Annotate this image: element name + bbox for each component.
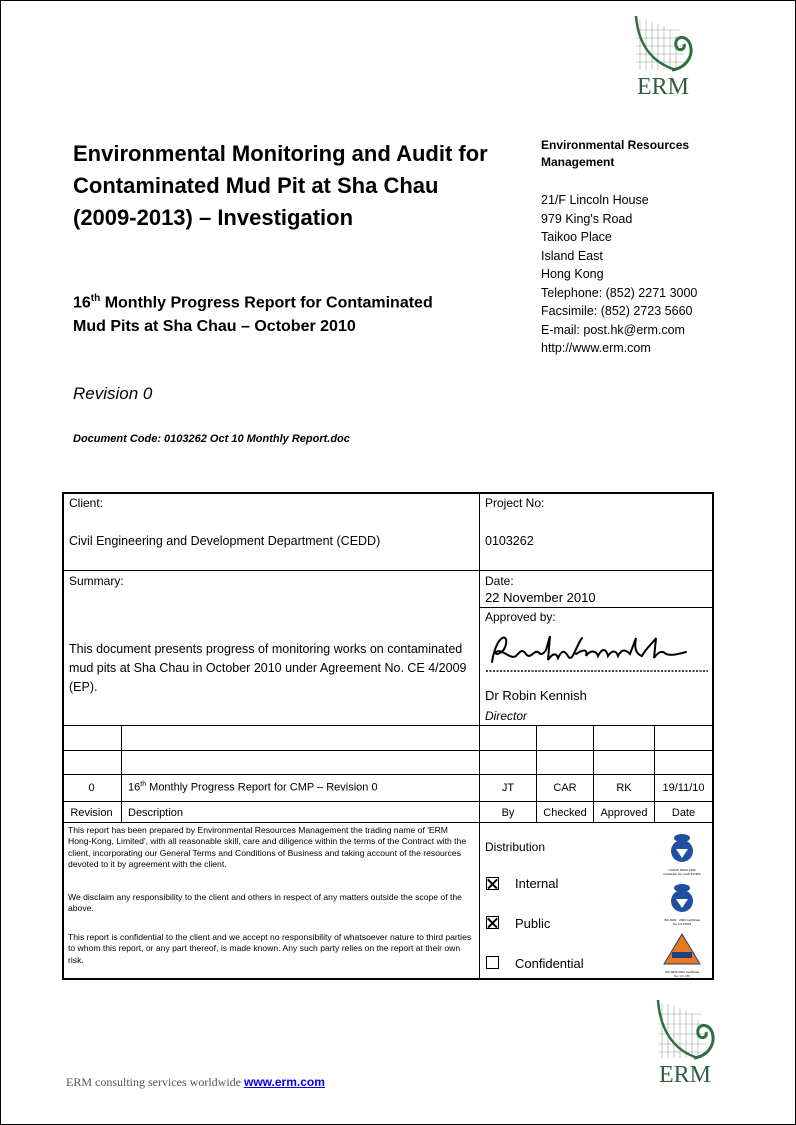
public-checkbox[interactable]	[486, 916, 499, 929]
telephone: Telephone: (852) 2271 3000	[541, 285, 698, 300]
approver-title: Director	[485, 709, 528, 723]
disclaimer-paragraph: This report has been prepared by Environmental Resources Management the trading name of 'ERM Hong-Kong, Limited', with all reasonable skill, care and diligence within the terms of the Contract with the client, incorporating our General Terms and Conditions of Business and taking account of the resources devoted to it by agreement with the client.	[68, 825, 467, 869]
rev-description: 16th Monthly Progress Report for CMP – Revision 0	[128, 781, 378, 794]
report-subtitle: 16th Monthly Progress Report for Contaminated Mud Pits at Sha Chau – October 2010	[73, 293, 433, 336]
bsi-icon	[662, 882, 702, 914]
client-label: Client:	[69, 496, 104, 510]
distribution-label: Distribution	[485, 840, 546, 854]
table-border	[62, 492, 64, 980]
internal-label: Internal	[515, 876, 559, 891]
client-value: Civil Engineering and Development Department (CEDD)	[69, 534, 381, 548]
organisation-address	[541, 191, 721, 358]
bsi-icon	[662, 832, 702, 864]
approved-by-label: Approved by:	[485, 610, 556, 624]
rev-approved: RK	[616, 782, 632, 794]
signature-image	[486, 626, 708, 674]
confidential-label: Confidential	[515, 956, 584, 971]
col-header-date: Date	[671, 807, 696, 819]
logo-wordmark: ERM	[658, 1062, 711, 1088]
website-link[interactable]: http://www.erm.com	[541, 341, 651, 355]
confidential-checkbox[interactable]	[486, 956, 499, 969]
summary-text: This document presents progress of monitoring works on contaminated mud pits at Sha Chau in October 2010 under Agreement No. CE 4/2009 (EP).	[69, 642, 467, 694]
table-divider	[62, 570, 714, 571]
erm-fern-icon	[650, 996, 720, 1062]
approver-name: Dr Robin Kennish	[485, 688, 587, 703]
rev-date: 19/11/10	[662, 782, 705, 794]
cert-caption: ISO 9001:2000 Certificate No: CC 479	[664, 970, 700, 978]
col-header-revision: Revision	[70, 807, 113, 819]
table-divider	[62, 725, 714, 726]
hkqaa-badge	[662, 932, 702, 978]
public-label: Public	[515, 916, 551, 931]
rev-checked: CAR	[553, 782, 577, 794]
col-header-checked: Checked	[543, 807, 587, 819]
table-divider	[62, 801, 714, 802]
disclaimer-paragraph: This report is confidential to the client and we accept no responsibility of whatsoever nature to third parties to whom this report, or any part thereof, is made known. Any such party relies on the report at their own risk.	[68, 932, 472, 965]
table-divider	[121, 725, 122, 822]
document-code: Document Code: 0103262 Oct 10 Monthly Report.doc	[73, 433, 350, 445]
address-line: Island East	[541, 248, 603, 263]
col-header-description: Description	[128, 807, 184, 819]
project-label: Project No:	[485, 496, 545, 510]
col-header-approved: Approved	[600, 807, 648, 819]
date-label: Date:	[485, 574, 514, 588]
cert-caption: ISO 9001 : 2000 Certificate No: FS 32515	[663, 918, 701, 926]
rev-by: JT	[501, 782, 515, 794]
table-border	[62, 492, 714, 494]
hkqaa-icon	[662, 932, 702, 966]
facsimile: Facsimile: (852) 2723 5660	[541, 304, 693, 318]
footer	[66, 1075, 325, 1090]
bsi-iso-badge	[662, 882, 702, 926]
table-divider	[62, 750, 714, 751]
table-border	[712, 492, 714, 980]
logo-wordmark: ERM	[636, 74, 689, 100]
disclaimer-paragraph: We disclaim any responsibility to the client and others in respect of any matters outside the scope of the above.	[68, 892, 462, 914]
table-divider	[62, 774, 714, 775]
project-value: 0103262	[485, 534, 534, 548]
rev-number: 0	[88, 782, 95, 794]
organisation-name: Environmental Resources Management	[541, 138, 690, 169]
erm-fern-icon	[628, 12, 698, 74]
address-line: 21/F Lincoln House	[541, 193, 649, 207]
bsi-ohsas-badge	[662, 832, 702, 876]
report-title: Environmental Monitoring and Audit for Contaminated Mud Pit at Sha Chau (2009-2013) – Investigation	[73, 141, 488, 230]
cert-caption: OHSAS 18001:1999 Certificate No: OHS 517956	[663, 868, 701, 876]
email-link[interactable]: E-mail: post.hk@erm.com	[541, 322, 685, 337]
table-divider	[479, 607, 714, 608]
footer-link[interactable]: www.erm.com	[243, 1075, 325, 1089]
address-line: Hong Kong	[541, 267, 604, 281]
footer-text: ERM consulting services worldwide	[66, 1075, 244, 1089]
address-line: 979 King's Road	[541, 211, 633, 226]
erm-logo-bottom	[650, 996, 720, 1091]
address-line: Taikoo Place	[541, 230, 612, 244]
summary-label: Summary:	[69, 574, 124, 588]
revision-label: Revision 0	[73, 384, 153, 403]
table-divider	[479, 492, 480, 980]
table-border	[62, 978, 714, 980]
internal-checkbox[interactable]	[486, 877, 499, 890]
date-value: 22 November 2010	[485, 590, 596, 605]
table-divider	[62, 822, 714, 823]
col-header-by: By	[501, 807, 515, 819]
erm-logo-top	[628, 12, 698, 102]
